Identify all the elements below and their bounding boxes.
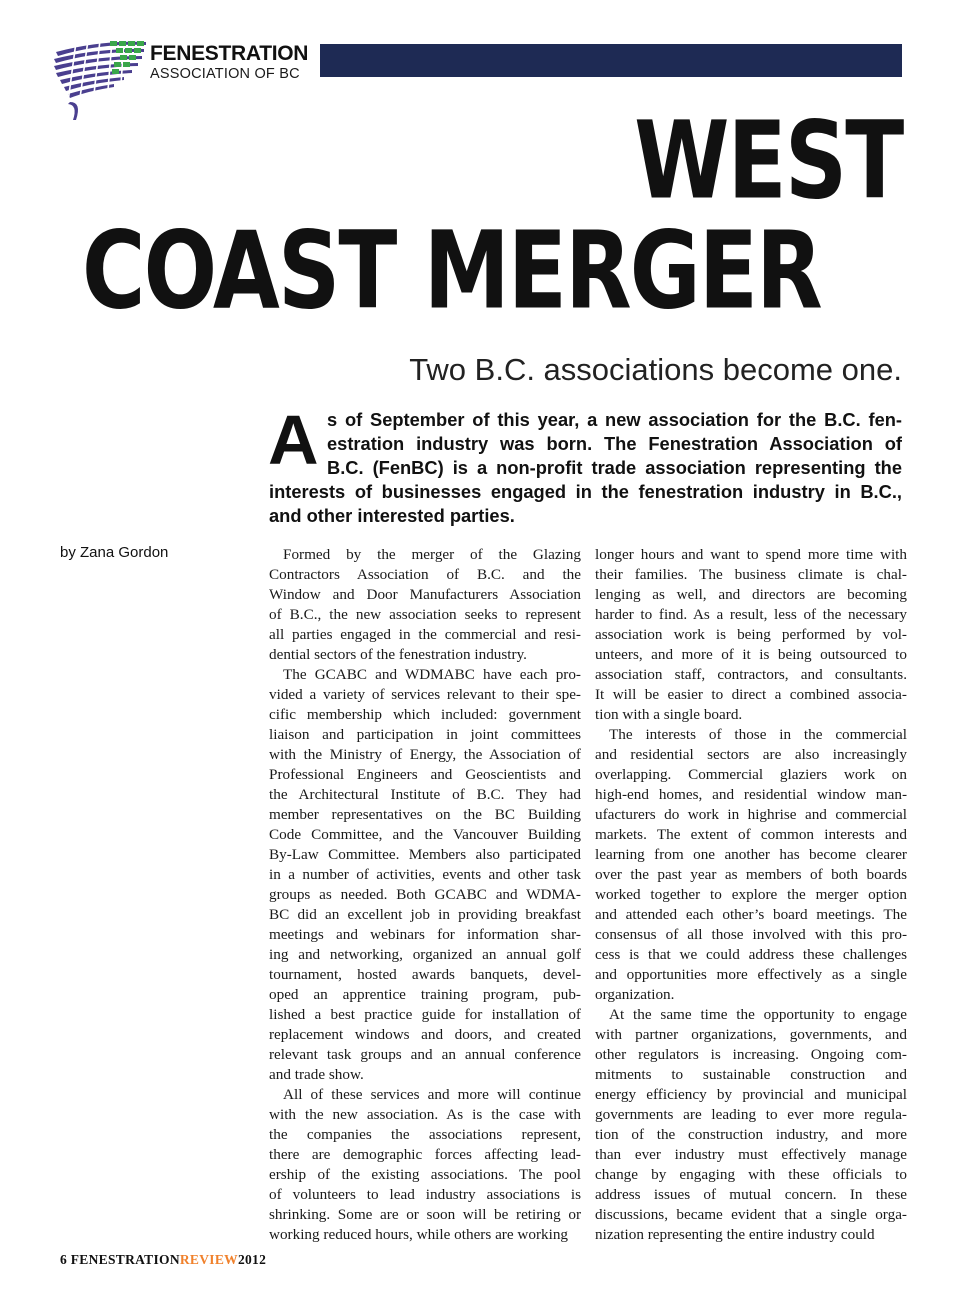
body-line: Professional Engineers and Geoscientists and [269, 766, 581, 783]
body-line: dential sectors of the fenestration industry. [269, 646, 527, 663]
org-name: FENESTRATION [150, 42, 309, 65]
body-line: association staff, contractors, and consultants. [595, 666, 907, 683]
body-line: association work is being performed by vol- [595, 626, 907, 643]
body-line: over the past year as members of both boards [595, 866, 907, 883]
article-subtitle: Two B.C. associations become one. [409, 352, 902, 387]
body-line: member representatives on the BC Building [269, 806, 581, 823]
body-line: BC did an excellent job in providing breakfast [269, 906, 581, 923]
body-line: governments are leading to ever more regula- [595, 1106, 907, 1123]
body-line: in a number of activities, events and other task [269, 866, 581, 883]
body-line: lished a best practice guide for installation of [269, 1006, 581, 1023]
body-line: replacement windows and doors, and created [269, 1026, 581, 1043]
lead-line: s of September of this year, a new association for the B.C. fen- [327, 409, 902, 430]
body-line: harder to find. As a result, less of the necessary [595, 606, 907, 623]
body-line: worked together to explore the merger option [595, 886, 907, 903]
body-line: Formed by the merger of the Glazing [283, 546, 581, 563]
body-line: learning from one another has become clearer [595, 846, 907, 863]
body-line: tion with a single board. [595, 706, 743, 723]
body-line: cess is that we could address these challenges [595, 946, 907, 963]
body-line: groups as needed. Both GCABC and WDMA- [269, 886, 581, 903]
page-footer [60, 1252, 266, 1268]
body-line: Window and Door Manufacturers Association [269, 586, 581, 603]
body-line: vided a variety of services relevant to their spe- [269, 686, 581, 703]
fenestration-logo-icon [46, 32, 156, 124]
body-line: liaison and participation in joint committees [269, 726, 581, 743]
body-line: high-end homes, and residential window man- [595, 786, 907, 803]
body-line: ing and networking, organized an annual golf [269, 946, 581, 963]
dropcap: A [268, 401, 319, 479]
body-line: change by engaging with these officials to [595, 1166, 907, 1183]
magazine-accent: REVIEW [179, 1252, 238, 1267]
magazine-year: 2012 [237, 1252, 267, 1267]
body-line: the companies the associations represent, [269, 1126, 581, 1143]
page-number: 6 [60, 1252, 68, 1267]
body-line: than ever industry must effectively manage [595, 1146, 907, 1163]
body-line: nization representing the entire industry could [595, 1226, 875, 1243]
article-title-line1: WEST [633, 98, 902, 223]
body-line: shrinking. Some are or soon will be retiring or [269, 1206, 581, 1223]
body-line: of volunteers to lead industry associations is [269, 1186, 581, 1203]
body-line: longer hours and want to spend more time with [595, 546, 907, 563]
lead-line: B.C. (FenBC) is a non-profit trade association representing the [327, 457, 902, 478]
body-line: with the new association. As is the case with [269, 1106, 581, 1123]
body-line: ership of the existing associations. The pool [269, 1166, 581, 1183]
body-line: energy efficiency by provincial and municipal [595, 1086, 907, 1103]
body-line: By-Law Committee. Members also participated [269, 846, 581, 863]
body-line: The GCABC and WDMABC have each pro- [283, 666, 581, 683]
body-line: and trade show. [269, 1066, 364, 1083]
body-line: lenging as well, and directors are becoming [595, 586, 907, 603]
body-line: oped an apprentice training program, pub- [269, 986, 581, 1003]
header-bar [320, 44, 902, 77]
body-line: and attended each other’s board meetings. The [595, 906, 907, 923]
body-column-1 [269, 545, 581, 1245]
body-line: Code Committee, and the Vancouver Building [269, 826, 581, 843]
body-line: working reduced hours, while others are working [269, 1226, 569, 1243]
body-line: tion of the construction industry, and more [595, 1126, 907, 1143]
magazine-name: FENESTRATION [70, 1252, 180, 1267]
body-line: overlapping. Commercial glaziers work on [595, 766, 907, 783]
body-line: unteers, and more of it is being outsourced to [595, 646, 907, 663]
body-line: all parties engaged in the commercial and resi- [269, 626, 581, 643]
body-column-2 [595, 545, 907, 1245]
body-line: with the Ministry of Energy, the Association of [269, 746, 581, 763]
body-line: The interests of those in the commercial [609, 726, 907, 743]
body-line: Contractors Association of B.C. and the [269, 566, 581, 583]
body-line: other regulators is increasing. Ongoing com- [595, 1046, 907, 1063]
body-line: mitments to sustainable construction and [595, 1066, 907, 1083]
body-line: there are demographic forces affecting lead- [269, 1146, 581, 1163]
body-line: discussions, became evident that a single orga- [595, 1206, 907, 1223]
body-line: address issues of mutual concern. In these [595, 1186, 907, 1203]
body-line: consensus of all those involved with this pro- [595, 926, 907, 943]
body-line: cific membership which included: government [269, 706, 581, 723]
lead-line: estration industry was born. The Fenestration Association of [327, 433, 902, 454]
body-line: organization. [595, 986, 675, 1003]
body-line: meetings and webinars for information shar- [269, 926, 581, 943]
body-line: It will be easier to direct a combined associa- [595, 686, 907, 703]
body-line: relevant task groups and an annual conference [269, 1046, 581, 1063]
body-line: their families. The business climate is chal- [595, 566, 907, 583]
lead-line: interests of businesses engaged in the fenestration industry in B.C., [269, 481, 902, 502]
body-line: markets. The extent of common interests and [595, 826, 907, 843]
byline: by Zana Gordon [60, 544, 169, 561]
body-line: with partner organizations, governments, and [595, 1026, 907, 1043]
body-line: At the same time the opportunity to engage [609, 1006, 907, 1023]
body-line: and opportunities more effectively as a single [595, 966, 907, 983]
body-line: of B.C., the new association seeks to represent [269, 606, 581, 623]
lead-line: and other interested parties. [269, 505, 515, 526]
body-line: tournament, hosted awards banquets, devel- [269, 966, 581, 983]
body-line: ufacturers do work in highrise and commercial [595, 806, 907, 823]
org-subtitle: ASSOCIATION OF BC [150, 66, 300, 82]
body-line: and residential sectors are also increasingly [595, 746, 907, 763]
body-line: All of these services and more will continue [283, 1086, 581, 1103]
article-title-line2: COAST MERGER [82, 208, 821, 333]
body-line: the Architectural Institute of B.C. They had [269, 786, 581, 803]
